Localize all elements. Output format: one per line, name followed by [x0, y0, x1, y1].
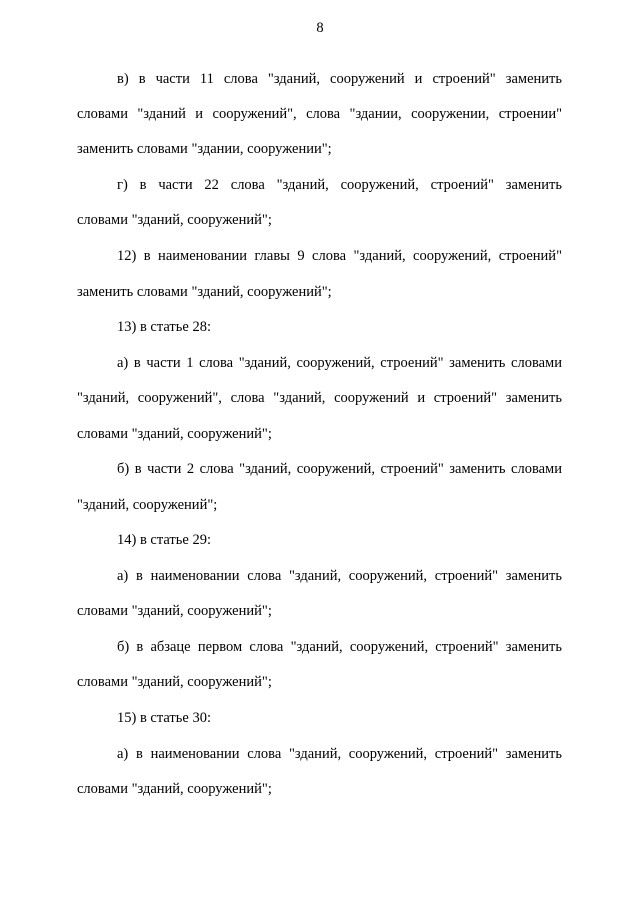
text-line: словами "зданий, сооружений";: [77, 212, 272, 228]
text-line: заменить словами "здании, сооружении";: [77, 141, 332, 157]
text-line: "зданий, сооружений";: [77, 497, 218, 513]
text-line: словами "зданий, сооружений";: [77, 603, 272, 619]
text-line: словами "зданий, сооружений";: [77, 674, 272, 690]
text-line: а) в наименовании слова "зданий, сооружений, строений" заменить: [117, 746, 562, 762]
text-line: словами "зданий и сооружений", слова "здании, сооружении, строении": [77, 106, 562, 122]
text-line: а) в наименовании слова "зданий, сооружений, строений" заменить: [117, 568, 562, 584]
page-number: 8: [316, 20, 324, 36]
text-line: заменить словами "зданий, сооружений";: [77, 284, 332, 300]
text-line: б) в части 2 слова "зданий, сооружений, строений" заменить словами: [117, 461, 562, 477]
text-line: 12) в наименовании главы 9 слова "зданий, сооружений, строений": [117, 248, 562, 264]
text-line: б) в абзаце первом слова "зданий, сооружений, строений" заменить: [117, 639, 562, 655]
text-line: 15) в статье 30:: [117, 710, 211, 726]
text-line: г) в части 22 слова "зданий, сооружений, строений" заменить: [117, 177, 562, 193]
text-line: в) в части 11 слова "зданий, сооружений и строений" заменить: [117, 71, 562, 87]
text-line: 13) в статье 28:: [117, 319, 211, 335]
text-line: 14) в статье 29:: [117, 532, 211, 548]
text-line: словами "зданий, сооружений";: [77, 426, 272, 442]
text-line: "зданий, сооружений", слова "зданий, сооружений и строений" заменить: [77, 390, 562, 406]
text-line: а) в части 1 слова "зданий, сооружений, строений" заменить словами: [117, 355, 562, 371]
text-line: словами "зданий, сооружений";: [77, 781, 272, 797]
